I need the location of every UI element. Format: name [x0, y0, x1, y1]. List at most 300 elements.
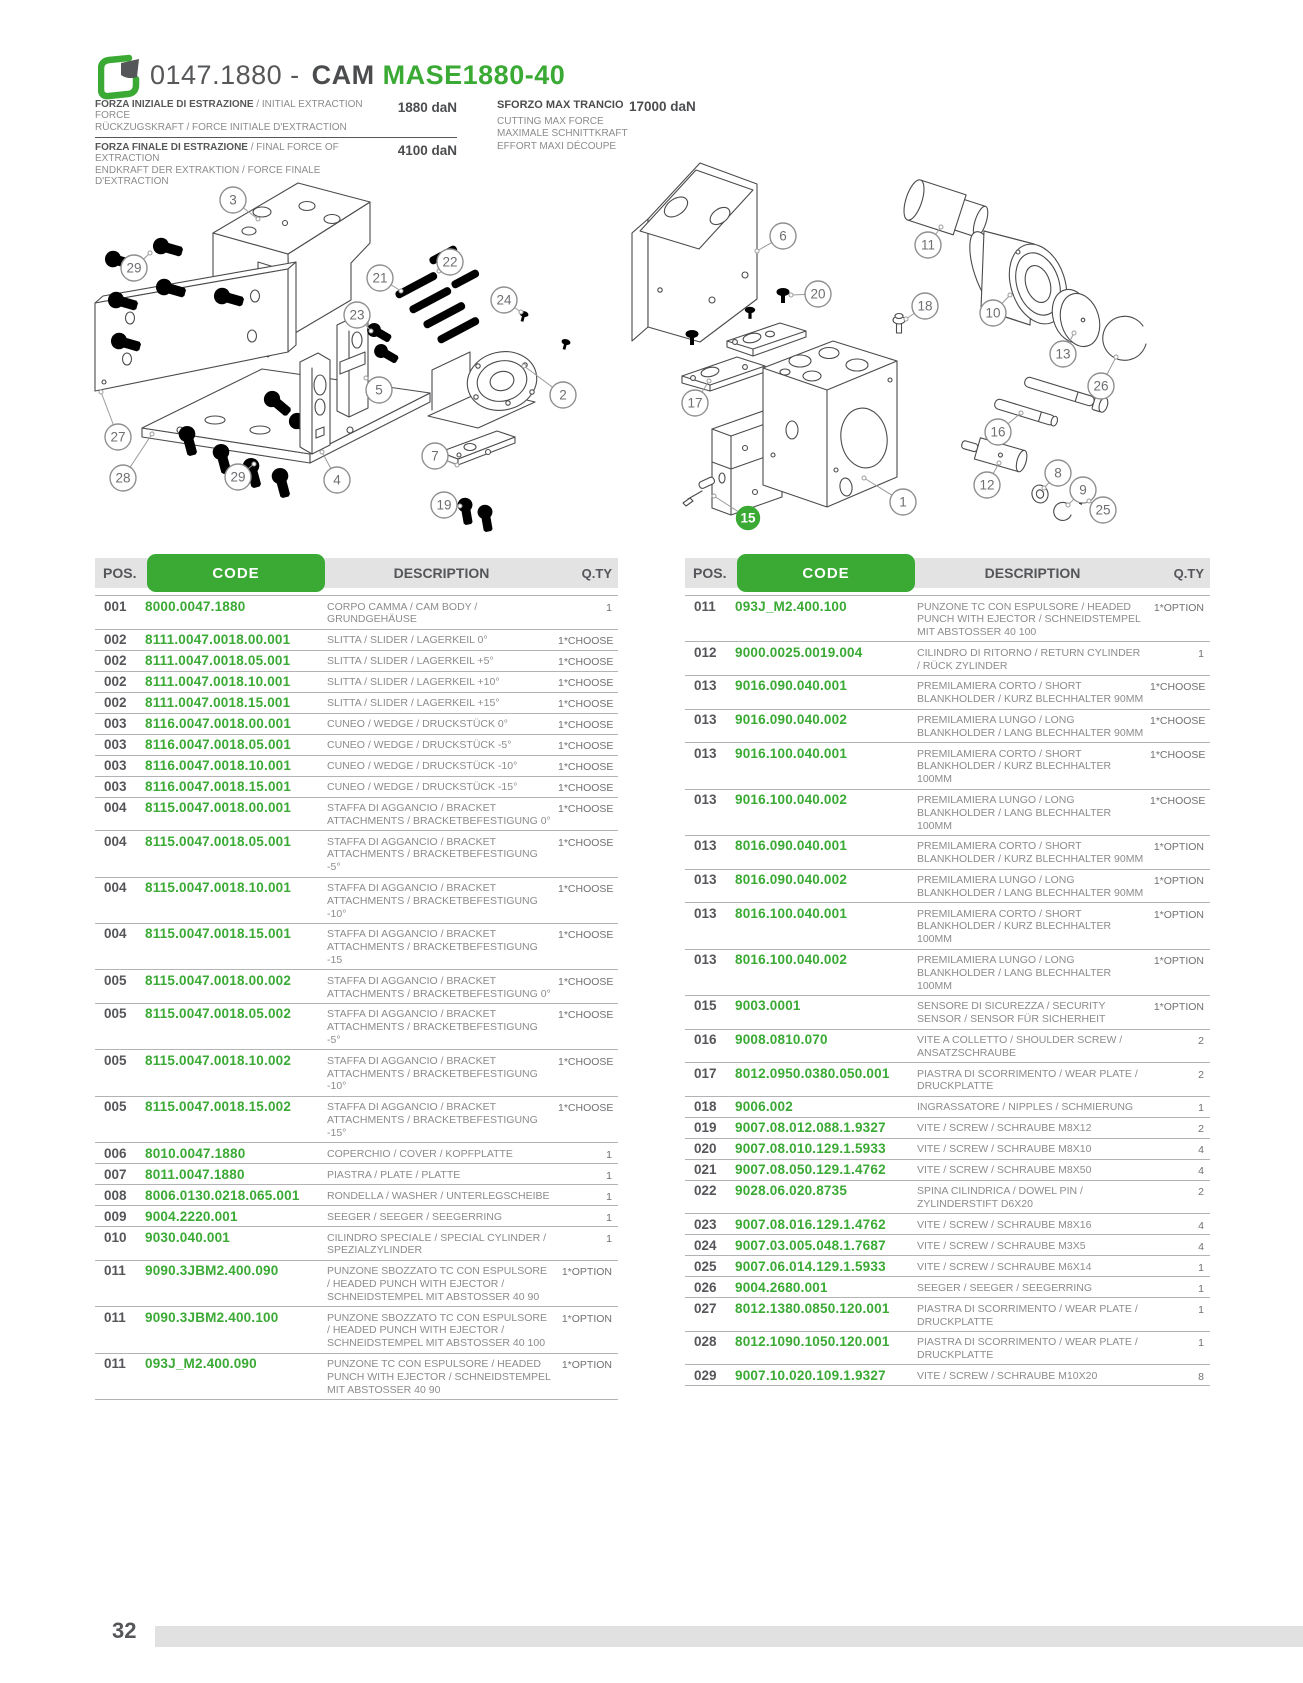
- desc-cell: PUNZONE SBOZZATO TC CON ESPULSORE / HEADED PUNCH WITH EJECTOR / SCHNEIDSTEMPEL MIT ABSTOSSER 40 100: [327, 1311, 547, 1350]
- qty-cell: 1*CHOOSE: [558, 883, 614, 896]
- qty-cell: 4: [1198, 1144, 1204, 1157]
- qty-cell: 1*CHOOSE: [1150, 795, 1206, 808]
- qty-cell: 1*CHOOSE: [558, 635, 614, 648]
- label-en: / INITIAL EXTRACTION FORCE: [95, 99, 363, 121]
- col-header-pos: POS.: [693, 565, 727, 581]
- svg-text:27: 27: [110, 429, 126, 445]
- initial-force-labels: [95, 99, 395, 133]
- pos-cell: 006: [104, 1145, 127, 1161]
- qty-cell: 1*CHOOSE: [1150, 681, 1206, 694]
- table-row: [685, 870, 1210, 904]
- qty-cell: 1*CHOOSE: [558, 677, 614, 690]
- desc-cell: SLITTA / SLIDER / LAGERKEIL +5°: [327, 655, 494, 668]
- code-cell: 8011.0047.1880: [145, 1166, 245, 1182]
- table-row: [95, 1097, 618, 1143]
- desc-cell: STAFFA DI AGGANCIO / BRACKET ATTACHMENTS / BRACKETBEFESTIGUNG -15°: [327, 1101, 538, 1139]
- code-cell: 8115.0047.0018.00.001: [145, 800, 292, 816]
- part-cover-bracket-6: [632, 163, 757, 342]
- qty-cell: 1*OPTION: [1153, 955, 1204, 968]
- desc-cell: VITE / SCREW / SCHRAUBE M8X50: [917, 1164, 1092, 1177]
- qty-cell: 1*CHOOSE: [558, 836, 614, 849]
- svg-text:1: 1: [899, 494, 907, 510]
- table-row: [685, 1277, 1210, 1298]
- table-row: [95, 693, 618, 714]
- desc-cell: SLITTA / SLIDER / LAGERKEIL +15°: [327, 697, 500, 710]
- svg-text:2: 2: [559, 387, 567, 403]
- pos-cell: 008: [104, 1187, 127, 1203]
- cutting-force-en: CUTTING MAX FORCE: [497, 115, 604, 127]
- cutting-force-value: 17000 daN: [629, 99, 696, 114]
- qty-cell: 4: [1198, 1165, 1204, 1178]
- table-row: [95, 630, 618, 651]
- table-row: [95, 735, 618, 756]
- svg-text:29: 29: [126, 260, 142, 276]
- table-row: [95, 1354, 618, 1400]
- pos-cell: 007: [104, 1166, 127, 1182]
- desc-cell: PIASTRA / PLATE / PLATTE: [327, 1168, 461, 1181]
- svg-text:19: 19: [436, 497, 452, 513]
- desc-cell: PREMILAMIERA LUNGO / LONG BLANKHOLDER / LANG BLECHHALTER 100MM: [917, 954, 1112, 992]
- svg-text:11: 11: [920, 237, 936, 253]
- parts-table-left: [95, 558, 618, 1400]
- pos-cell: 013: [694, 678, 717, 694]
- svg-text:5: 5: [375, 382, 383, 398]
- code-cell: 9007.08.016.129.1.4762: [735, 1216, 886, 1232]
- table-row: [685, 1214, 1210, 1235]
- qty-cell: 2: [1198, 1123, 1204, 1136]
- qty-cell: 1: [606, 1169, 612, 1182]
- svg-text:4: 4: [333, 472, 341, 488]
- callout-25: [1087, 497, 1116, 523]
- desc-cell: STAFFA DI AGGANCIO / BRACKET ATTACHMENTS / BRACKETBEFESTIGUNG 0°: [327, 974, 551, 1000]
- callout-18: [904, 293, 938, 321]
- code-cell: 9028.06.020.8735: [735, 1183, 848, 1199]
- desc-cell: PREMILAMIERA LUNGO / LONG BLANKHOLDER / LANG BLECHHALTER 90MM: [917, 874, 1144, 899]
- svg-text:26: 26: [1093, 378, 1109, 394]
- pos-cell: 026: [694, 1279, 717, 1295]
- part-flange-bracket-2: [428, 344, 543, 428]
- callout-11: [915, 225, 943, 258]
- part-sensor-15: [683, 476, 715, 506]
- pos-cell: 004: [104, 800, 127, 816]
- pos-cell: 004: [104, 926, 127, 942]
- pos-cell: 005: [104, 1006, 127, 1022]
- callout-22: [437, 249, 463, 275]
- svg-text:23: 23: [349, 307, 365, 323]
- screws-19: [456, 497, 495, 533]
- code-cell: 9003.0001: [735, 998, 801, 1014]
- qty-cell: 1: [1198, 1337, 1204, 1350]
- pos-cell: 024: [694, 1237, 717, 1253]
- desc-cell: COPERCHIO / COVER / KOPFPLATTE: [327, 1147, 513, 1160]
- final-force-value: 4100 daN: [397, 143, 457, 158]
- cutting-force-de: MAXIMALE SCHNITTKRAFT: [497, 128, 628, 139]
- page-number: 32: [112, 1618, 137, 1643]
- qty-cell: 1*CHOOSE: [558, 740, 614, 753]
- col-header-code: CODE: [147, 554, 325, 592]
- col-header-description: DESCRIPTION: [984, 565, 1081, 581]
- svg-text:6: 6: [779, 228, 787, 244]
- pos-cell: 005: [104, 1052, 127, 1068]
- code-cell: 8111.0047.0018.15.001: [145, 695, 291, 711]
- table-row: [685, 1030, 1210, 1064]
- pos-cell: 010: [104, 1229, 127, 1245]
- desc-cell: STAFFA DI AGGANCIO / BRACKET ATTACHMENTS / BRACKETBEFESTIGUNG -15: [327, 928, 538, 967]
- code-cell: 8016.090.040.001: [735, 838, 848, 854]
- label-it: FORZA INIZIALE DI ESTRAZIONE: [95, 99, 254, 110]
- qty-cell: 1*CHOOSE: [558, 698, 614, 711]
- callout-27: [99, 390, 131, 450]
- callout-4: [320, 450, 350, 493]
- pos-cell: 004: [104, 833, 127, 849]
- qty-cell: 1*CHOOSE: [558, 1102, 614, 1115]
- desc-cell: VITE / SCREW / SCHRAUBE M6X14: [917, 1260, 1092, 1273]
- code-cell: 8111.0047.0018.00.001: [145, 632, 291, 648]
- pos-cell: 020: [694, 1141, 717, 1157]
- desc-cell: INGRASSATORE / NIPPLES / SCHMIERUNG: [917, 1101, 1134, 1114]
- pos-cell: 003: [104, 737, 127, 753]
- qty-cell: 1*CHOOSE: [558, 975, 614, 988]
- desc-cell: PREMILAMIERA LUNGO / LONG BLANKHOLDER / LANG BLECHHALTER 90MM: [917, 714, 1144, 739]
- table-row: [95, 1185, 618, 1206]
- callout-12: [974, 461, 1001, 498]
- table-row: [685, 1235, 1210, 1256]
- qty-cell: 1*OPTION: [561, 1266, 612, 1279]
- qty-cell: 1: [606, 1148, 612, 1161]
- code-cell: 8010.0047.1880: [145, 1145, 246, 1161]
- pos-cell: 011: [104, 1309, 126, 1325]
- qty-cell: 1*CHOOSE: [1150, 715, 1206, 728]
- desc-cell: CUNEO / WEDGE / DRUCKSTÜCK 0°: [327, 718, 508, 731]
- pos-cell: 003: [104, 758, 127, 774]
- desc-cell: CILINDRO DI RITORNO / RETURN CYLINDER / RÜCK ZYLINDER: [917, 646, 1141, 672]
- callout-20: [789, 281, 831, 307]
- part-cam-body-1: [763, 341, 897, 507]
- desc-cell: VITE / SCREW / SCHRAUBE M3X5: [917, 1239, 1086, 1252]
- table-row: [95, 1164, 618, 1185]
- svg-text:16: 16: [990, 424, 1006, 440]
- initial-extraction-force: [95, 99, 457, 133]
- pos-cell: 011: [104, 1263, 126, 1279]
- qty-cell: 1: [1198, 1261, 1204, 1274]
- part-wedge-5: [337, 316, 368, 417]
- code-cell: 8012.0950.0380.050.001: [735, 1065, 890, 1081]
- part-nipple-18: [893, 314, 905, 334]
- desc-cell: PUNZONE TC CON ESPULSORE / HEADED PUNCH WITH EJECTOR / SCHNEIDSTEMPEL MIT ABSTOSSER 40 100: [917, 600, 1141, 639]
- qty-cell: 1*OPTION: [1153, 841, 1204, 854]
- part-seeger-26: [1103, 316, 1146, 360]
- code-cell: 8116.0047.0018.05.001: [145, 737, 292, 753]
- code-cell: 8116.0047.0018.10.001: [145, 758, 292, 774]
- table-row: [685, 1097, 1210, 1118]
- desc-cell: STAFFA DI AGGANCIO / BRACKET ATTACHMENTS / BRACKETBEFESTIGUNG 0°: [327, 802, 551, 827]
- table-row: [95, 714, 618, 735]
- table-row: [95, 651, 618, 672]
- code-cell: 9004.2220.001: [145, 1208, 238, 1224]
- pos-cell: 029: [694, 1367, 717, 1383]
- pos-cell: 002: [104, 674, 127, 690]
- code-cell: 9007.08.050.129.1.4762: [735, 1162, 886, 1178]
- qty-cell: 1*CHOOSE: [558, 719, 614, 732]
- table-row: [95, 878, 618, 924]
- qty-cell: 1: [606, 1211, 612, 1224]
- desc-cell: VITE A COLLETTO / SHOULDER SCREW / ANSATZSCHRAUBE: [917, 1034, 1123, 1059]
- table-row: [685, 950, 1210, 996]
- pos-cell: 027: [694, 1300, 717, 1316]
- title-separator: -: [282, 60, 308, 90]
- qty-cell: 1: [1198, 647, 1204, 660]
- desc-cell: SEEGER / SEEGER / SEEGERRING: [917, 1281, 1093, 1294]
- qty-cell: 4: [1198, 1240, 1204, 1253]
- pos-cell: 013: [694, 712, 717, 728]
- svg-text:25: 25: [1095, 502, 1111, 518]
- qty-cell: 1*CHOOSE: [558, 761, 614, 774]
- code-cell: 8115.0047.0018.05.001: [145, 833, 292, 849]
- desc-cell: PIASTRA DI SCORRIMENTO / WEAR PLATE / DRUCKPLATTE: [917, 1302, 1138, 1328]
- pos-cell: 005: [104, 972, 127, 988]
- qty-cell: 2: [1198, 1035, 1204, 1048]
- qty-cell: 1: [606, 1190, 612, 1203]
- table-row: [685, 903, 1210, 949]
- code-cell: 8115.0047.0018.10.001: [145, 880, 292, 896]
- qty-cell: 2: [1198, 1068, 1204, 1081]
- table-row: [95, 596, 618, 630]
- pos-cell: 013: [694, 792, 717, 808]
- code-cell: 9007.03.005.048.1.7687: [735, 1237, 886, 1253]
- pos-cell: 028: [694, 1334, 717, 1350]
- pos-cell: 004: [104, 880, 127, 896]
- page-title: [150, 60, 565, 91]
- table-row: [95, 672, 618, 693]
- code-cell: 9007.08.012.088.1.9327: [735, 1120, 886, 1136]
- pos-cell: 016: [694, 1032, 717, 1048]
- desc-cell: PUNZONE SBOZZATO TC CON ESPULSORE / HEADED PUNCH WITH EJECTOR / SCHNEIDSTEMPEL MIT ABSTOSSER 40 90: [327, 1265, 547, 1303]
- desc-cell: SLITTA / SLIDER / LAGERKEIL 0°: [327, 634, 488, 647]
- table-header: [685, 558, 1210, 588]
- desc-cell: CUNEO / WEDGE / DRUCKSTÜCK -10°: [327, 760, 518, 773]
- desc-cell: VITE / SCREW / SCHRAUBE M8X12: [917, 1122, 1092, 1135]
- code-cell: 9030.040.001: [145, 1229, 230, 1245]
- label-de-fr: ENDKRAFT DER EXTRAKTION / FORCE FINALE D'EXTRACTION: [95, 165, 321, 187]
- code-cell: 8016.090.040.002: [735, 872, 848, 888]
- svg-text:21: 21: [372, 270, 388, 286]
- callout-26: [1088, 355, 1118, 399]
- qty-cell: 4: [1198, 1219, 1204, 1232]
- svg-text:8: 8: [1054, 465, 1062, 481]
- code-cell: 8000.0047.1880: [145, 598, 246, 614]
- screws-24: [518, 310, 572, 350]
- pos-cell: 003: [104, 779, 127, 795]
- table-row: [685, 743, 1210, 789]
- pos-cell: 019: [694, 1120, 717, 1136]
- pos-cell: 013: [694, 872, 717, 888]
- table-row: [95, 1261, 618, 1307]
- table-row: [685, 642, 1210, 676]
- code-cell: 9016.100.040.001: [735, 745, 848, 761]
- qty-cell: 1*OPTION: [561, 1359, 612, 1371]
- qty-cell: 1*CHOOSE: [558, 656, 614, 669]
- col-header-qty: Q.TY: [581, 565, 612, 581]
- table-row: [685, 1063, 1210, 1097]
- cutting-force-label: SFORZO MAX TRANCIO: [497, 99, 624, 111]
- part-bar-4: [300, 353, 330, 454]
- desc-cell: PIASTRA DI SCORRIMENTO / WEAR PLATE / DRUCKPLATTE: [917, 1336, 1138, 1362]
- desc-cell: CUNEO / WEDGE / DRUCKSTÜCK -15°: [327, 781, 518, 794]
- svg-text:12: 12: [979, 477, 995, 493]
- col-header-description: DESCRIPTION: [393, 565, 490, 581]
- code-cell: 9008.0810.070: [735, 1032, 828, 1048]
- desc-cell: RONDELLA / WASHER / UNTERLEGSCHEIBE: [327, 1189, 550, 1202]
- desc-cell: STAFFA DI AGGANCIO / BRACKET ATTACHMENTS / BRACKETBEFESTIGUNG -5°: [327, 835, 538, 874]
- svg-text:9: 9: [1079, 482, 1087, 498]
- pos-cell: 013: [694, 905, 717, 921]
- col-header-pos: POS.: [103, 565, 137, 581]
- pos-cell: 002: [104, 653, 127, 669]
- svg-text:29: 29: [230, 469, 246, 485]
- pos-cell: 005: [104, 1099, 127, 1115]
- pos-cell: 002: [104, 632, 127, 648]
- code-cell: 9016.100.040.002: [735, 792, 848, 808]
- qty-cell: 1*CHOOSE: [558, 782, 614, 795]
- pos-cell: 013: [694, 952, 717, 968]
- title-cam: CAM: [311, 60, 375, 90]
- title-model: MASE1880-40: [382, 60, 566, 90]
- code-cell: 8016.100.040.002: [735, 952, 848, 968]
- callout-3: [220, 187, 260, 221]
- col-header-qty: Q.TY: [1173, 565, 1204, 581]
- qty-cell: 1*OPTION: [1153, 601, 1204, 614]
- table-row: [685, 836, 1210, 870]
- qty-cell: 1*OPTION: [561, 1312, 612, 1325]
- svg-text:20: 20: [810, 286, 826, 302]
- table-row: [95, 831, 618, 877]
- desc-cell: PREMILAMIERA CORTO / SHORT BLANKHOLDER / KURZ BLECHHALTER 90MM: [917, 840, 1144, 866]
- qty-cell: 1: [1198, 1282, 1204, 1295]
- table-row: [685, 1139, 1210, 1160]
- doc-code: 0147.1880: [150, 60, 283, 90]
- desc-cell: PUNZONE TC CON ESPULSORE / HEADED PUNCH WITH EJECTOR / SCHNEIDSTEMPEL MIT ABSTOSSER 40 90: [327, 1358, 551, 1396]
- desc-cell: CILINDRO SPECIALE / SPECIAL CYLINDER / SPEZIALZYLINDER: [327, 1231, 547, 1257]
- desc-cell: PREMILAMIERA CORTO / SHORT BLANKHOLDER / KURZ BLECHHALTER 90MM: [917, 680, 1144, 706]
- desc-cell: PREMILAMIERA CORTO / SHORT BLANKHOLDER / KURZ BLECHHALTER 100MM: [917, 907, 1112, 946]
- svg-text:17: 17: [687, 395, 703, 411]
- code-cell: 9000.0025.0019.004: [735, 644, 863, 660]
- screws-23: [365, 320, 401, 366]
- desc-cell: CUNEO / WEDGE / DRUCKSTÜCK -5°: [327, 739, 512, 752]
- qty-cell: 1*CHOOSE: [558, 1055, 614, 1068]
- qty-cell: 1: [1198, 1303, 1204, 1316]
- svg-text:10: 10: [985, 305, 1001, 321]
- code-cell: 8012.1090.1050.120.001: [735, 1334, 890, 1350]
- pos-cell: 017: [694, 1065, 717, 1081]
- table-row: [95, 924, 618, 970]
- callout-19: [431, 492, 462, 518]
- table-row: [685, 676, 1210, 710]
- svg-text:7: 7: [431, 448, 439, 464]
- exploded-view-diagram: [0, 150, 1303, 550]
- qty-cell: 1*OPTION: [1153, 908, 1204, 921]
- qty-cell: 8: [1198, 1370, 1204, 1383]
- label-de-fr: RÜCKZUGSKRAFT / FORCE INITIALE D'EXTRACTION: [95, 122, 347, 133]
- table-rows: [685, 595, 1210, 1386]
- desc-cell: PIASTRA DI SCORRIMENTO / WEAR PLATE / DRUCKPLATTE: [917, 1067, 1138, 1093]
- code-cell: 9090.3JBM2.400.090: [145, 1263, 279, 1279]
- spec-divider: [95, 137, 457, 138]
- table-row: [95, 1206, 618, 1227]
- desc-cell: STAFFA DI AGGANCIO / BRACKET ATTACHMENTS / BRACKETBEFESTIGUNG -5°: [327, 1008, 538, 1047]
- table-row: [685, 1118, 1210, 1139]
- table-row: [95, 777, 618, 798]
- callout-1: [862, 476, 916, 515]
- pos-cell: 013: [694, 838, 717, 854]
- table-row: [685, 790, 1210, 836]
- code-cell: 9004.2680.001: [735, 1279, 828, 1295]
- svg-text:15: 15: [740, 510, 756, 526]
- table-row: [95, 1227, 618, 1261]
- code-cell: 9007.06.014.129.1.5933: [735, 1258, 886, 1274]
- table-row: [95, 1307, 618, 1353]
- desc-cell: SEEGER / SEEGER / SEEGERRING: [327, 1210, 503, 1223]
- qty-cell: 1*OPTION: [1153, 875, 1204, 888]
- desc-cell: SLITTA / SLIDER / LAGERKEIL +10°: [327, 676, 500, 689]
- brand-logo: [98, 54, 144, 102]
- code-cell: 8115.0047.0018.15.002: [145, 1099, 292, 1115]
- table-row: [685, 1365, 1210, 1386]
- pos-cell: 015: [694, 998, 717, 1014]
- pos-cell: 011: [694, 598, 716, 614]
- qty-cell: 1*OPTION: [1153, 1001, 1204, 1014]
- pos-cell: 009: [104, 1208, 127, 1224]
- table-row: [95, 1050, 618, 1096]
- desc-cell: VITE / SCREW / SCHRAUBE M8X16: [917, 1218, 1092, 1231]
- pos-cell: 022: [694, 1183, 717, 1199]
- desc-cell: SPINA CILINDRICA / DOWEL PIN / ZYLINDERSTIFT D6X20: [917, 1185, 1083, 1210]
- table-row: [95, 1143, 618, 1164]
- code-cell: 9007.08.010.129.1.5933: [735, 1141, 886, 1157]
- max-cutting-force: [497, 99, 757, 152]
- pos-cell: 012: [694, 644, 717, 660]
- table-row: [685, 1298, 1210, 1332]
- table-row: [95, 756, 618, 777]
- col-header-code: CODE: [737, 554, 915, 592]
- desc-cell: VITE / SCREW / SCHRAUBE M8X10: [917, 1143, 1092, 1156]
- qty-cell: 1*CHOOSE: [558, 803, 614, 816]
- svg-text:22: 22: [442, 254, 458, 270]
- code-cell: 8016.100.040.001: [735, 905, 848, 921]
- svg-text:28: 28: [115, 470, 131, 486]
- code-cell: 8115.0047.0018.05.002: [145, 1006, 292, 1022]
- callout-8: [1042, 460, 1071, 490]
- table-row: [685, 596, 1210, 642]
- svg-text:18: 18: [917, 298, 933, 314]
- part-washer-8: [1030, 483, 1050, 504]
- pos-cell: 002: [104, 695, 127, 711]
- table-row: [685, 1332, 1210, 1366]
- pos-cell: 013: [694, 745, 717, 761]
- desc-cell: VITE / SCREW / SCHRAUBE M10X20: [917, 1369, 1098, 1382]
- code-cell: 8116.0047.0018.00.001: [145, 716, 292, 732]
- code-cell: 8115.0047.0018.10.002: [145, 1052, 292, 1068]
- svg-text:3: 3: [229, 192, 237, 208]
- code-cell: 093J_M2.400.100: [735, 598, 847, 614]
- code-cell: 9016.090.040.001: [735, 678, 848, 694]
- callout-24: [491, 287, 523, 314]
- code-cell: 9016.090.040.002: [735, 712, 848, 728]
- table-row: [95, 1004, 618, 1050]
- pos-cell: 001: [104, 598, 127, 614]
- callout-6: [755, 223, 796, 253]
- desc-cell: CORPO CAMMA / CAM BODY / GRUNDGEHÄUSE: [327, 600, 478, 626]
